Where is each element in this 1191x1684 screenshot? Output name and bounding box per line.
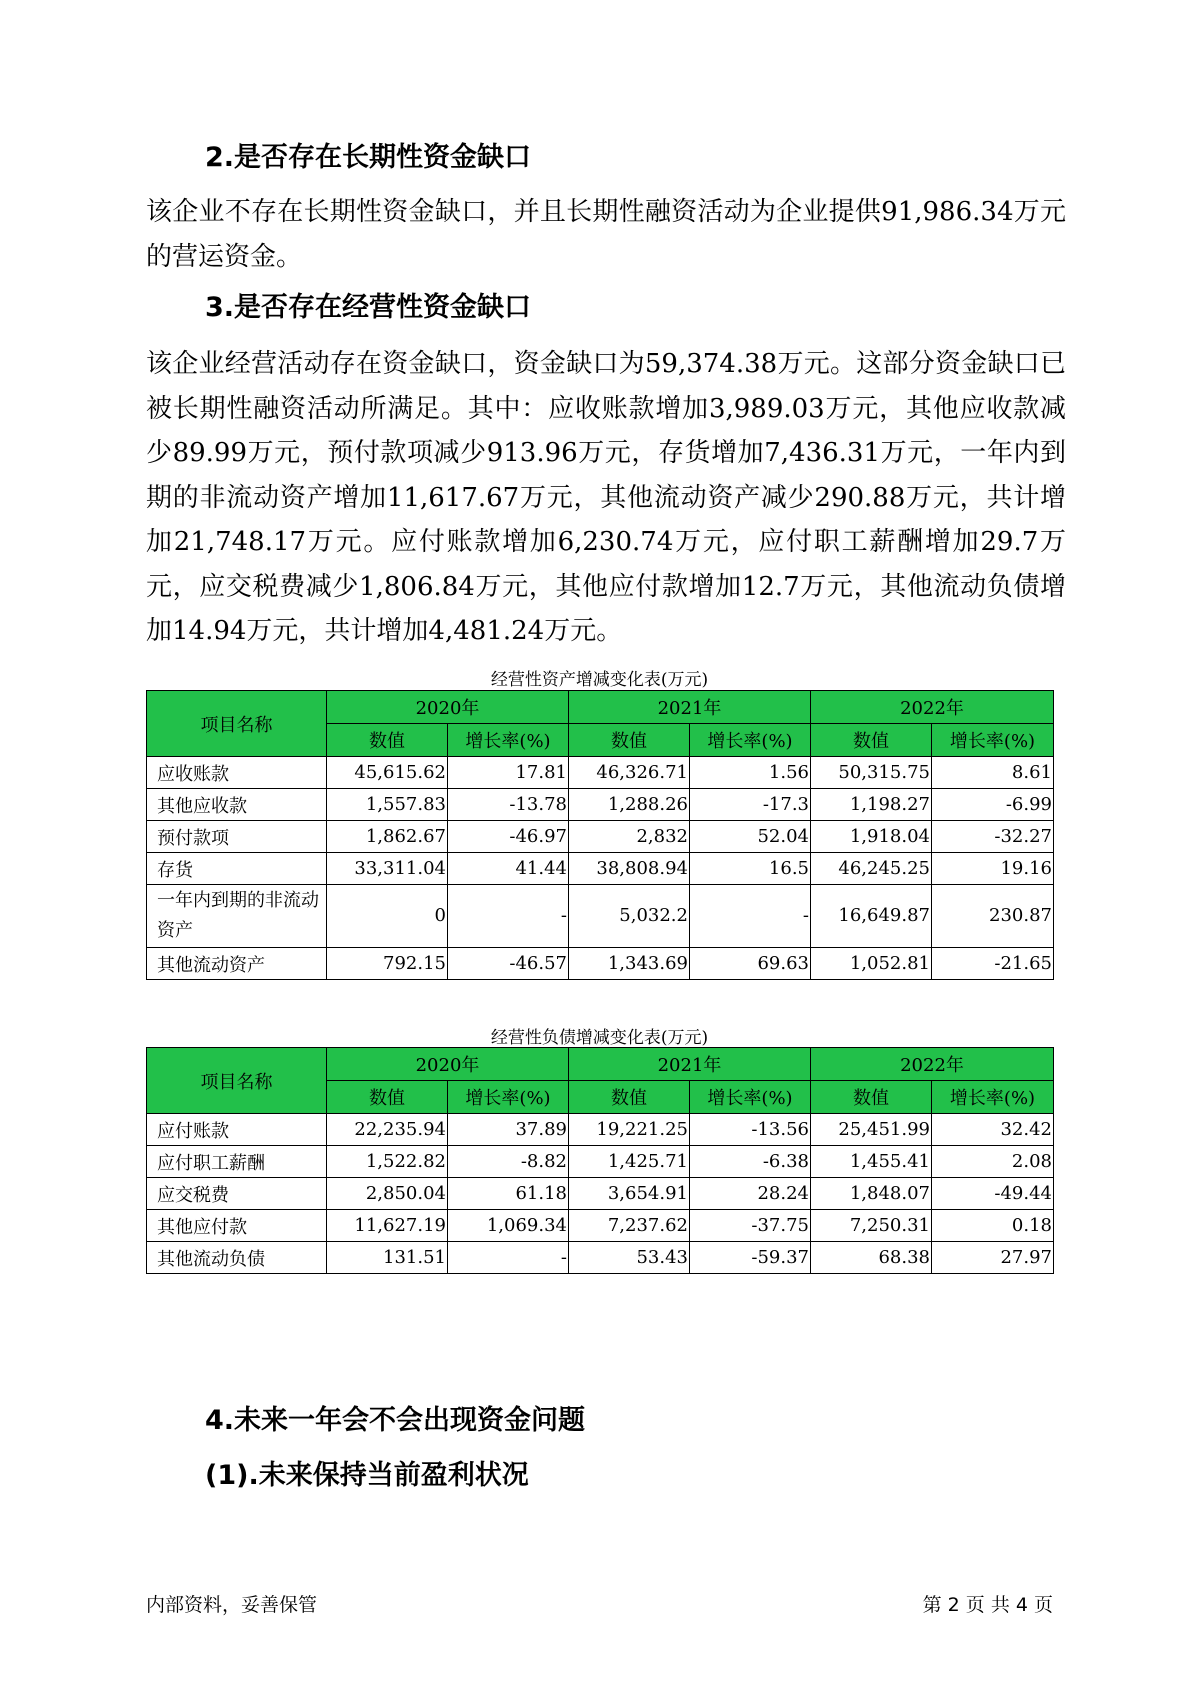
cell-value: 7,250.31 — [811, 1210, 932, 1242]
cell-value: 2,832 — [569, 821, 690, 853]
row-label: 其他流动资产 — [147, 948, 327, 980]
cell-growth: 1,069.34 — [448, 1210, 569, 1242]
cell-growth: -37.75 — [690, 1210, 811, 1242]
header-year-2021: 2021年 — [569, 1048, 811, 1081]
cell-growth: 61.18 — [448, 1178, 569, 1210]
liabilities-table — [146, 1047, 1054, 1274]
cell-growth: - — [448, 885, 569, 948]
header-year-2022: 2022年 — [811, 691, 1054, 724]
header-value: 数值 — [811, 724, 932, 757]
cell-value: 1,198.27 — [811, 789, 932, 821]
cell-growth: -8.82 — [448, 1146, 569, 1178]
cell-growth: 32.42 — [932, 1114, 1054, 1146]
cell-value: 1,918.04 — [811, 821, 932, 853]
row-label: 其他流动负债 — [147, 1242, 327, 1274]
table-row — [147, 821, 1054, 853]
row-label: 存货 — [147, 853, 327, 885]
header-value: 数值 — [569, 1081, 690, 1114]
row-label: 其他应付款 — [147, 1210, 327, 1242]
header-value: 数值 — [327, 724, 448, 757]
cell-value: 46,326.71 — [569, 757, 690, 789]
cell-growth: -13.78 — [448, 789, 569, 821]
cell-growth: -6.99 — [932, 789, 1054, 821]
header-year-2021: 2021年 — [569, 691, 811, 724]
liabilities-table-caption: 经营性负债增减变化表(万元) — [490, 1028, 709, 1048]
table-row — [147, 885, 1054, 948]
assets-table-caption: 经营性资产增减变化表(万元) — [490, 670, 709, 690]
header-year-2022: 2022年 — [811, 1048, 1054, 1081]
cell-value: 1,052.81 — [811, 948, 932, 980]
cell-value: 3,654.91 — [569, 1178, 690, 1210]
header-growth: 增长率(%) — [690, 1081, 811, 1114]
cell-value: 1,557.83 — [327, 789, 448, 821]
cell-growth: -49.44 — [932, 1178, 1054, 1210]
row-label: 应交税费 — [147, 1178, 327, 1210]
cell-value: 1,848.07 — [811, 1178, 932, 1210]
cell-growth: - — [448, 1242, 569, 1274]
footer-confidential-note: 内部资料，妥善保管 — [146, 1594, 318, 1616]
cell-growth: 69.63 — [690, 948, 811, 980]
cell-growth: -46.57 — [448, 948, 569, 980]
cell-value: 5,032.2 — [569, 885, 690, 948]
header-value: 数值 — [569, 724, 690, 757]
cell-value: 0 — [327, 885, 448, 948]
table-row — [147, 948, 1054, 980]
cell-value: 33,311.04 — [327, 853, 448, 885]
header-growth: 增长率(%) — [932, 1081, 1054, 1114]
header-year-2020: 2020年 — [327, 691, 569, 724]
cell-growth: 1.56 — [690, 757, 811, 789]
cell-value: 2,850.04 — [327, 1178, 448, 1210]
row-label: 应收账款 — [147, 757, 327, 789]
cell-value: 7,237.62 — [569, 1210, 690, 1242]
header-value: 数值 — [811, 1081, 932, 1114]
header-growth: 增长率(%) — [932, 724, 1054, 757]
paragraph-long-term-gap: 该企业不存在长期性资金缺口，并且长期性融资活动为企业提供91,986.34万元的营运资金。 — [146, 197, 1066, 272]
paragraph-operating-gap: 该企业经营活动存在资金缺口，资金缺口为59,374.38万元。这部分资金缺口已被长期性融资活动所满足。其中：应收账款增加3,989.03万元，其他应收款减少89.99万元，预付款项减少913.96万元，存货增加7,436.31万元，一年内到期的非流动资产增加11,617.67万元，其他流动资产减少290.88万元，共计增加21,748.17万元。应付账款增加6,230.74万元，应付职工薪酬增加29.7万元，应交税费减少1,806.84万元，其他应付款增加12.7万元，其他流动负债增加14.94万元，共计增加4,481.24万元。 — [146, 349, 1066, 646]
cell-value: 45,615.62 — [327, 757, 448, 789]
cell-value: 131.51 — [327, 1242, 448, 1274]
row-label: 应付账款 — [147, 1114, 327, 1146]
cell-value: 46,245.25 — [811, 853, 932, 885]
cell-growth: 8.61 — [932, 757, 1054, 789]
header-item-name: 项目名称 — [147, 1048, 327, 1114]
cell-value: 16,649.87 — [811, 885, 932, 948]
table-row — [147, 757, 1054, 789]
cell-growth: 230.87 — [932, 885, 1054, 948]
assets-table — [146, 690, 1054, 980]
cell-value: 1,862.67 — [327, 821, 448, 853]
cell-growth: -21.65 — [932, 948, 1054, 980]
cell-value: 38,808.94 — [569, 853, 690, 885]
row-label: 应付职工薪酬 — [147, 1146, 327, 1178]
header-item-name: 项目名称 — [147, 691, 327, 757]
cell-value: 1,425.71 — [569, 1146, 690, 1178]
header-growth: 增长率(%) — [690, 724, 811, 757]
cell-value: 50,315.75 — [811, 757, 932, 789]
header-value: 数值 — [327, 1081, 448, 1114]
header-growth: 增长率(%) — [448, 724, 569, 757]
table-row — [147, 789, 1054, 821]
cell-growth: 19.16 — [932, 853, 1054, 885]
cell-growth: -59.37 — [690, 1242, 811, 1274]
cell-growth: -6.38 — [690, 1146, 811, 1178]
cell-growth: -46.97 — [448, 821, 569, 853]
row-label: 预付款项 — [147, 821, 327, 853]
cell-growth: -13.56 — [690, 1114, 811, 1146]
table-row — [147, 1114, 1054, 1146]
cell-value: 1,455.41 — [811, 1146, 932, 1178]
cell-value: 53.43 — [569, 1242, 690, 1274]
heading-next-year-funding: 4.未来一年会不会出现资金问题 — [205, 1405, 586, 1436]
cell-value: 1,343.69 — [569, 948, 690, 980]
cell-growth: -17.3 — [690, 789, 811, 821]
cell-value: 1,288.26 — [569, 789, 690, 821]
cell-growth: 52.04 — [690, 821, 811, 853]
cell-growth: -32.27 — [932, 821, 1054, 853]
cell-value: 22,235.94 — [327, 1114, 448, 1146]
cell-value: 1,522.82 — [327, 1146, 448, 1178]
cell-growth: 17.81 — [448, 757, 569, 789]
row-label: 其他应收款 — [147, 789, 327, 821]
table-row — [147, 1242, 1054, 1274]
table-row — [147, 1146, 1054, 1178]
cell-value: 792.15 — [327, 948, 448, 980]
cell-growth: - — [690, 885, 811, 948]
cell-growth: 16.5 — [690, 853, 811, 885]
row-label: 一年内到期的非流动资产 — [147, 885, 327, 948]
heading-long-term-gap: 2.是否存在长期性资金缺口 — [205, 142, 532, 173]
cell-growth: 28.24 — [690, 1178, 811, 1210]
cell-growth: 27.97 — [932, 1242, 1054, 1274]
table-row — [147, 1210, 1054, 1242]
header-year-2020: 2020年 — [327, 1048, 569, 1081]
cell-value: 11,627.19 — [327, 1210, 448, 1242]
header-growth: 增长率(%) — [448, 1081, 569, 1114]
cell-growth: 41.44 — [448, 853, 569, 885]
heading-current-profit-scenario: (1).未来保持当前盈利状况 — [205, 1460, 529, 1491]
footer-page-number: 第 2 页 共 4 页 — [922, 1594, 1053, 1616]
cell-growth: 2.08 — [932, 1146, 1054, 1178]
heading-operating-gap: 3.是否存在经营性资金缺口 — [205, 292, 532, 323]
cell-growth: 37.89 — [448, 1114, 569, 1146]
table-row — [147, 853, 1054, 885]
table-row — [147, 1178, 1054, 1210]
cell-value: 68.38 — [811, 1242, 932, 1274]
cell-value: 25,451.99 — [811, 1114, 932, 1146]
cell-growth: 0.18 — [932, 1210, 1054, 1242]
cell-value: 19,221.25 — [569, 1114, 690, 1146]
